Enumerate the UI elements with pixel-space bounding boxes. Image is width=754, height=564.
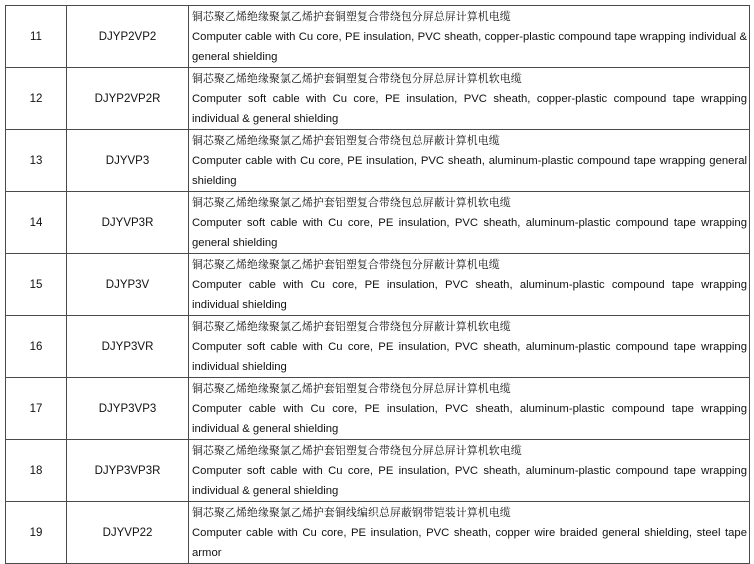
- table-row: [6, 316, 750, 378]
- name-english: Computer soft cable with Cu core, PE insulation, PVC sheath, aluminum-plastic compound tape wrapping individual & general shielding: [192, 465, 747, 497]
- description-cell: [189, 254, 750, 316]
- row-number: 12: [6, 68, 67, 130]
- table-row: [6, 192, 750, 254]
- name-english: Computer soft cable with Cu core, PE insulation, PVC sheath, aluminum-plastic compound tape wrapping general shielding: [192, 217, 747, 249]
- name-english: Computer cable with Cu core, PE insulation, PVC sheath, copper wire braided general shielding, steel tape armor: [192, 527, 747, 559]
- row-number: 18: [6, 440, 67, 502]
- row-number: 15: [6, 254, 67, 316]
- description-cell: [189, 378, 750, 440]
- row-number: 17: [6, 378, 67, 440]
- table-row: [6, 254, 750, 316]
- model-code: DJYP3VP3R: [67, 440, 189, 502]
- table-row: [6, 6, 750, 68]
- row-number: 11: [6, 6, 67, 68]
- name-chinese: 铜芯聚乙烯绝缘聚氯乙烯护套铜塑复合带绕包分屏总屏计算机电缆: [192, 10, 511, 23]
- name-english: Computer cable with Cu core, PE insulation, PVC sheath, copper-plastic compound tape wrapping individual & general shielding: [192, 31, 747, 63]
- cable-spec-table: [5, 5, 750, 564]
- model-code: DJYP2VP2R: [67, 68, 189, 130]
- model-code: DJYVP3R: [67, 192, 189, 254]
- description-cell: [189, 192, 750, 254]
- description-cell: [189, 6, 750, 68]
- model-code: DJYVP3: [67, 130, 189, 192]
- row-number: 13: [6, 130, 67, 192]
- description-cell: [189, 68, 750, 130]
- description-cell: [189, 440, 750, 502]
- name-chinese: 铜芯聚乙烯绝缘聚氯乙烯护套铝塑复合带绕包总屏蔽计算机电缆: [192, 134, 500, 147]
- row-number: 19: [6, 502, 67, 564]
- name-chinese: 铜芯聚乙烯绝缘聚氯乙烯护套铝塑复合带绕包总屏蔽计算机软电缆: [192, 196, 511, 209]
- row-number: 16: [6, 316, 67, 378]
- name-chinese: 铜芯聚乙烯绝缘聚氯乙烯护套铝塑复合带绕包分屏蔽计算机电缆: [192, 258, 500, 271]
- name-english: Computer cable with Cu core, PE insulation, PVC sheath, aluminum-plastic compound tape wrapping general shielding: [192, 155, 747, 187]
- description-cell: [189, 130, 750, 192]
- name-chinese: 铜芯聚乙烯绝缘聚氯乙烯护套铜塑复合带绕包分屏总屏计算机软电缆: [192, 72, 522, 85]
- description-cell: [189, 316, 750, 378]
- table-row: [6, 130, 750, 192]
- name-english: Computer cable with Cu core, PE insulation, PVC sheath, aluminum-plastic compound tape wrapping individual shielding: [192, 279, 747, 311]
- table-row: [6, 440, 750, 502]
- table-row: [6, 502, 750, 564]
- table-row: [6, 378, 750, 440]
- table-body: [6, 6, 750, 564]
- model-code: DJYVP22: [67, 502, 189, 564]
- model-code: DJYP2VP2: [67, 6, 189, 68]
- name-english: Computer cable with Cu core, PE insulation, PVC sheath, aluminum-plastic compound tape wrapping individual & general shielding: [192, 403, 747, 435]
- name-chinese: 铜芯聚乙烯绝缘聚氯乙烯护套铝塑复合带绕包分屏总屏计算机软电缆: [192, 444, 522, 457]
- description-cell: [189, 502, 750, 564]
- model-code: DJYP3V: [67, 254, 189, 316]
- name-chinese: 铜芯聚乙烯绝缘聚氯乙烯护套铜线编织总屏蔽钢带铠装计算机电缆: [192, 506, 511, 519]
- name-chinese: 铜芯聚乙烯绝缘聚氯乙烯护套铝塑复合带绕包分屏总屏计算机电缆: [192, 382, 511, 395]
- name-english: Computer soft cable with Cu core, PE insulation, PVC sheath, aluminum-plastic compound tape wrapping individual shielding: [192, 341, 747, 373]
- model-code: DJYP3VP3: [67, 378, 189, 440]
- row-number: 14: [6, 192, 67, 254]
- name-english: Computer soft cable with Cu core, PE insulation, PVC sheath, copper-plastic compound tape wrapping individual & general shielding: [192, 93, 747, 125]
- model-code: DJYP3VR: [67, 316, 189, 378]
- table-row: [6, 68, 750, 130]
- name-chinese: 铜芯聚乙烯绝缘聚氯乙烯护套铝塑复合带绕包分屏蔽计算机软电缆: [192, 320, 511, 333]
